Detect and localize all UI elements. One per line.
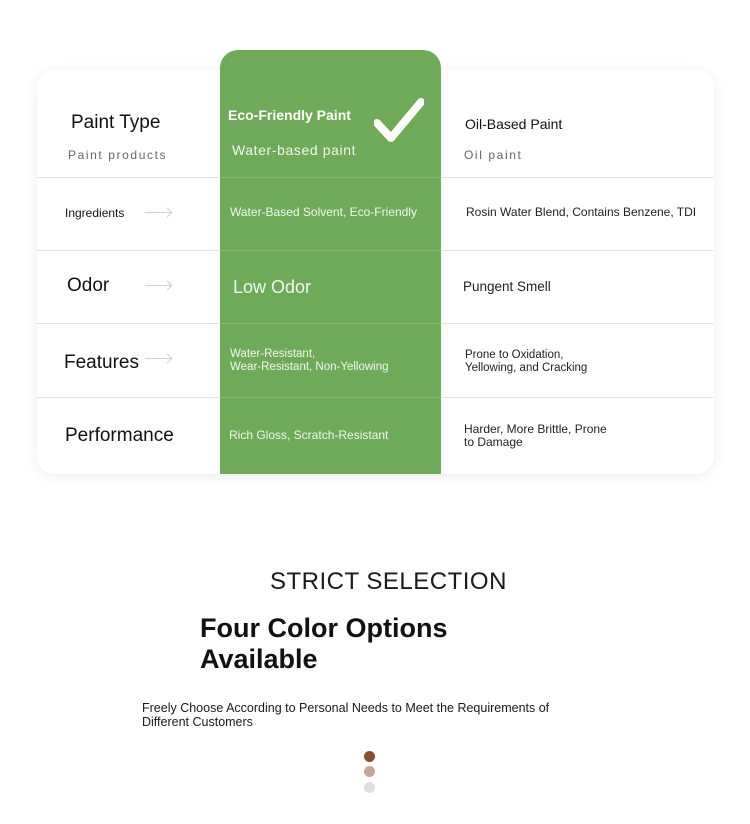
arrow-right-icon: [145, 285, 171, 286]
oil-odor: Pungent Smell: [463, 279, 551, 294]
row-divider: [220, 250, 441, 251]
row-divider: [37, 250, 220, 251]
eco-odor: Low Odor: [233, 277, 312, 297]
row-divider: [220, 177, 441, 178]
row-label-odor: Odor: [67, 275, 110, 296]
eco-features: Water-Resistant, Wear-Resistant, Non-Yellowing: [230, 348, 389, 373]
row-divider: [37, 323, 220, 324]
section-title: Four Color Options Available: [200, 613, 448, 674]
row-divider: [220, 397, 441, 398]
row-divider: [37, 177, 220, 178]
oil-features: Prone to Oxidation, Yellowing, and Cracking: [465, 349, 588, 374]
section-description: Freely Choose According to Personal Needs to Meet the Requirements of Different Customers: [142, 701, 550, 729]
arrow-right-icon: [145, 212, 171, 213]
row-divider: [441, 250, 714, 251]
eco-ingredients: Water-Based Solvent, Eco-Friendly: [230, 205, 417, 219]
row-divider: [37, 397, 220, 398]
paint-type-sublabel: Paint products: [68, 148, 168, 162]
row-label-performance: Performance: [65, 425, 174, 446]
row-label-features: Features: [64, 352, 139, 373]
paint-type-label: Paint Type: [71, 112, 161, 133]
eco-paint-subtitle: Water-based paint: [232, 142, 357, 158]
row-divider: [441, 177, 714, 178]
oil-paint-title: Oil-Based Paint: [465, 116, 563, 132]
oil-paint-subtitle: Oil paint: [464, 148, 523, 162]
section-kicker: STRICT SELECTION: [270, 568, 507, 595]
row-divider: [441, 323, 714, 324]
row-label-ingredients: Ingredients: [65, 206, 125, 220]
oil-performance: Harder, More Brittle, Prone to Damage: [464, 422, 607, 449]
row-divider: [441, 397, 714, 398]
row-divider: [220, 323, 441, 324]
color-swatch[interactable]: [364, 766, 375, 777]
arrow-right-icon: [145, 358, 171, 359]
oil-ingredients: Rosin Water Blend, Contains Benzene, TDI: [466, 205, 697, 219]
eco-paint-title: Eco-Friendly Paint: [228, 107, 351, 123]
eco-performance: Rich Gloss, Scratch-Resistant: [229, 428, 389, 442]
color-swatch[interactable]: [364, 782, 375, 793]
check-icon: [374, 98, 424, 146]
color-swatch[interactable]: [364, 751, 375, 762]
